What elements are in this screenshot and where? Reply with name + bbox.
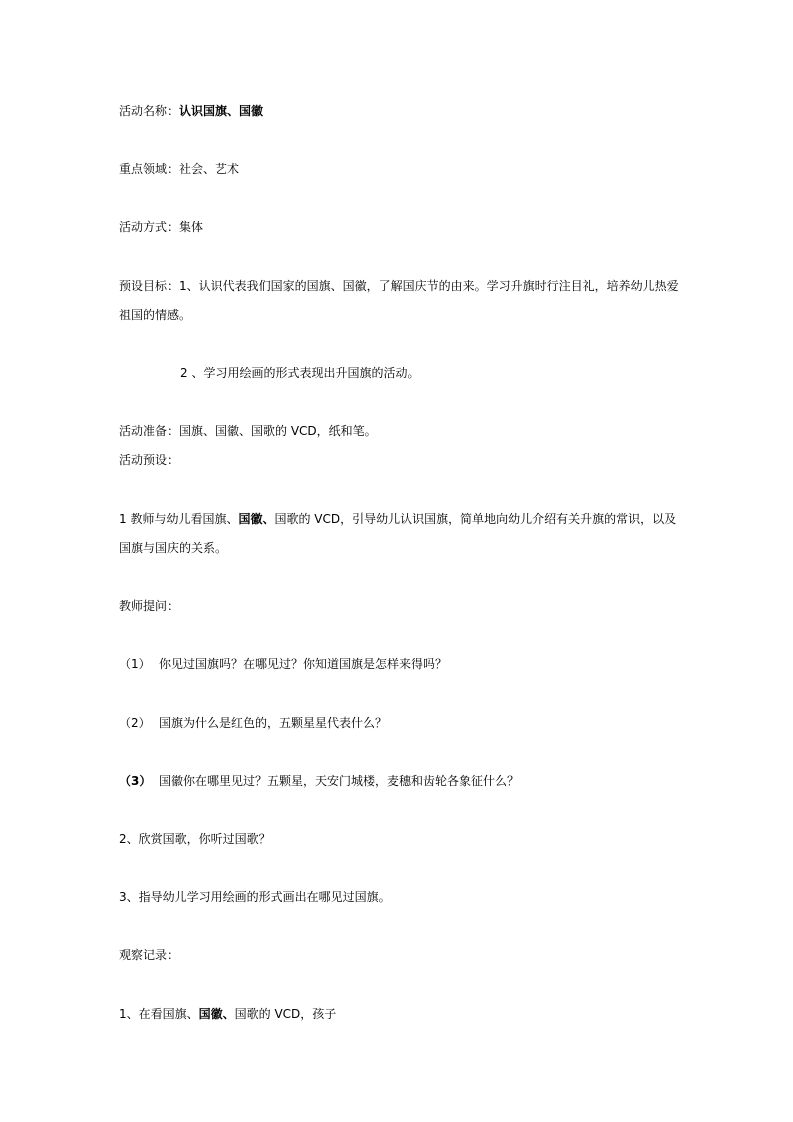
- goal-1-continuation: 祖国的情感。: [119, 308, 192, 322]
- step-1-suffix: 国歌的 VCD，引导幼儿认识国旗，简单地向幼儿介绍有关升旗的常识，以及: [274, 512, 677, 526]
- observation-label: 观察记录：: [119, 948, 180, 962]
- question-3: [119, 773, 519, 789]
- observation-1-line: [119, 1006, 336, 1022]
- step-2-line: 2、欣赏国歌，你听过国歌？: [119, 832, 271, 846]
- activity-name-label: 活动名称：: [119, 104, 180, 118]
- goals-line-1: [119, 278, 679, 294]
- question-3-text: 国徽你在哪里见过？五颗星，天安门城楼，麦穗和齿轮各象征什么？: [159, 774, 520, 788]
- process-label: 活动预设：: [119, 453, 180, 467]
- activity-mode-value: 集体: [179, 220, 204, 234]
- goals-label: 预设目标：: [119, 279, 180, 293]
- step-1-bold: 国徽、: [238, 512, 275, 526]
- preparation-value: 国旗、国徽、国歌的 VCD，纸和笔。: [179, 424, 377, 438]
- step-3-line: 3、指导幼儿学习用绘画的形式画出在哪见过国旗。: [119, 890, 391, 904]
- activity-mode-line: [119, 219, 203, 235]
- preparation-line: [119, 423, 377, 439]
- step-1-line: [119, 511, 676, 527]
- goal-2-text: 2 、学习用绘画的形式表现出升国旗的活动。: [180, 366, 420, 380]
- teacher-questions-label: 教师提问：: [119, 599, 180, 613]
- activity-name-line: [119, 103, 263, 119]
- question-2-number: （2）: [119, 716, 151, 730]
- key-domain-value: 社会、艺术: [179, 162, 240, 176]
- key-domain-label: 重点领域：: [119, 162, 180, 176]
- question-3-number: （3）: [119, 774, 152, 788]
- preparation-label: 活动准备：: [119, 424, 180, 438]
- step-1-prefix: 1 教师与幼儿看国旗、: [119, 512, 239, 526]
- question-1-number: （1）: [119, 657, 151, 671]
- question-2: [119, 715, 387, 731]
- activity-name-value: 认识国旗、国徽: [179, 104, 264, 118]
- key-domain-line: [119, 161, 239, 177]
- observation-1-bold: 国徽、: [198, 1007, 235, 1021]
- activity-mode-label: 活动方式：: [119, 220, 180, 234]
- step-1-continuation: 国旗与国庆的关系。: [119, 541, 228, 555]
- question-1: [119, 656, 447, 672]
- question-1-text: 你见过国旗吗？在哪见过？你知道国旗是怎样来得吗？: [159, 657, 448, 671]
- question-2-text: 国旗为什么是红色的，五颗星星代表什么？: [159, 716, 388, 730]
- goal-1-text: 1、认识代表我们国家的国旗、国徽，了解国庆节的由来。学习升旗时行注目礼，培养幼儿热爱: [179, 279, 679, 293]
- observation-1-prefix: 1、在看国旗、: [119, 1007, 199, 1021]
- observation-1-suffix: 国歌的 VCD，孩子: [234, 1007, 337, 1021]
